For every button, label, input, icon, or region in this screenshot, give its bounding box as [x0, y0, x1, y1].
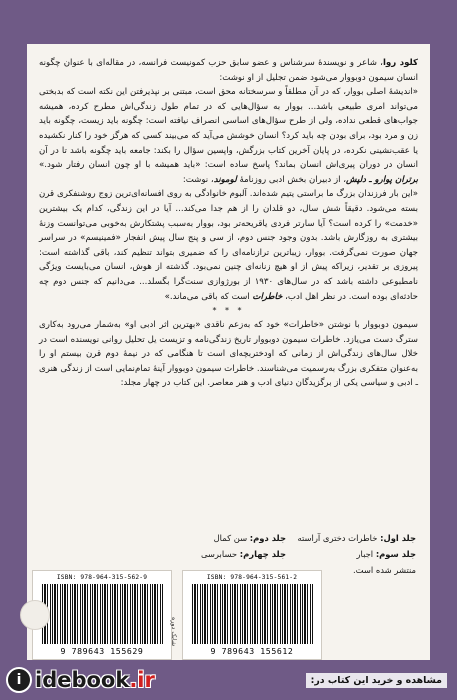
volume-row-2	[176, 546, 416, 562]
idebook-logo[interactable]	[6, 667, 155, 693]
isbn-area	[32, 570, 324, 660]
volume-1-label: جلد اول:	[380, 533, 416, 543]
paragraph-1-text: ، شاعر و نویسندهٔ سرشناس و عضو سابق حزب کمونیست فرانسه، در مقاله‌ای با عنوان چگونه انسان سیمون دوبووار می‌شود ضمن تجلیل از او نوشت:	[39, 58, 418, 83]
newspaper-name: لوموند	[213, 174, 237, 185]
paragraph-4	[39, 318, 418, 391]
volume-4-title: حسابرسی	[200, 549, 238, 559]
volume-row-1	[176, 530, 416, 546]
published-note: منتشر شده است.	[353, 565, 416, 575]
paragraph-4-text: سیمون دوبووار با نوشتن «خاطرات» خود که به‌زعم ناقدی «بهترین اثر ادبی او» به‌شمار می‌رود به‌کاری سترگ دست می‌یازد. خاطرات سیمون دوبووار تاریخ زندگی‌نامه و تزیست یل تحلیل روانی نویسنده است در خلال سال‌های زندگی‌اش از زمانی که اودختربچه‌ای است تا هنگامی که در نیمهٔ دوم قرن بیستم او را به‌عنوان متفکری بزرگ به‌رسمیت می‌شناسند. خاطرات سیمون دوبووار آینهٔ تمام‌نمایی است از زندگی هنری ـ ادبی و سیاسی یکی از برگزیدگان دنیای ادب و هنر معاصر. این کتاب در چهار مجلد:	[39, 320, 418, 389]
idebook-brand-tld: .ir	[129, 668, 155, 692]
volume-4	[176, 546, 286, 562]
paragraph-3	[39, 187, 418, 304]
blurb-text	[39, 56, 418, 391]
watermark-slogan: مشاهده و خرید این کتاب در:	[306, 673, 447, 688]
idebook-brand-name: idebook	[35, 668, 130, 692]
paragraph-3-text: «این بار فرزندان بزرگ ما براستی یتیم شده‌اند. آلبوم خانوادگی به روی افسانه‌ای‌ترین زوج روشنفکری قرن بسته می‌شود. دقیقاً شش سال، دو قلدان را از هم جدا می‌کند... آیا در این زندگی، کدام یک بیشترین «خدمت» را کرده است؟ آیا سارتر فردی یاقریحه‌تر بود، بووار به‌سبب پشتکارش به‌خوبی می‌توانست وزنهٔ بیشتری به روزگارش باشد. بدون وجود جنس دوم، از سی و پنج سال پیش انفجار «فمینیسم» در سراسر جهان صورت نمی‌گرفت. بووار، زیباترین ترازنامه‌ای را که ضمیری بتواند تنظیم کند، باقی گذاشته است: پیروزی بر تقدیر، زیراکه پیش از او هیچ زنانه‌ای چنین نمی‌بود. گذشته از هوش، انسان می‌بایست ویژگی نامطبوعی داشته باشد که در سال‌های ۱۹۳۰ از بورژوازی سنت‌گرا بگسلد... می‌دانیم که جنس دوم چه حادثه‌ای بوده است. در نظر اهل ادب،	[39, 189, 418, 302]
volume-2-label: جلد دوم:	[249, 533, 286, 543]
paragraph-2	[39, 85, 418, 187]
author-name-poirot-delpech: برتران پوارو ـ دلپش	[346, 174, 418, 185]
paragraph-2-end: ، نوشت:	[182, 174, 214, 185]
paragraph-2-tail: ، از دبیران بخش ادبی روزنامهٔ	[239, 174, 347, 185]
volume-3-title: اجبار	[356, 549, 374, 559]
volume-2-title: سن کمال	[213, 533, 248, 543]
book-title-memoirs: خاطرات	[252, 291, 283, 302]
barcode-volume-bars	[192, 584, 314, 644]
isbn-set-label: ISBN: 978-964-315-562-9	[56, 574, 148, 581]
idebook-icon-letter: i	[16, 672, 22, 688]
isbn-volume-label: ISBN: 978-964-315-561-2	[206, 574, 298, 581]
barcode-volume-digits: 9 789643 155612	[210, 646, 294, 656]
volume-1	[286, 530, 416, 546]
volume-3	[286, 546, 416, 562]
barcode-volume	[182, 570, 322, 660]
set-isbn-caption: شابک دوره	[170, 616, 178, 646]
paragraph-2-text: «اندیشهٔ اصلی بووار، که در آن مطلقاً و سرسختانه محق است، مبتنی بر نپذیرفتن این نکته است که بدبختی می‌تواند امری طبیعی باشد... بووار به سؤال‌هایی که در تمام طول زندگی‌اش مطرح کرده، همیشه جواب‌های قطعی نداده، ولی از طرح سؤال‌های اساسی انصراف نیافته است: چگونه باید زیست، چگونه باید زن و مرد بود، برای بودن چه باید کرد؟ انسان خوشش می‌آید که می‌بیند کسی که هرگز خود را کنار نکشیده یا عقب‌نشینی نکرده، در پایان آخرین کتاب بزرگش، واپسین سؤال را بکند: جامعه باید چگونه باشد تا در آن انسان در دوران پیری‌اش انسان بماند؟ پاسخ ساده است: «باید همیشه با او چون انسان رفتار شود.»	[39, 87, 418, 171]
barcode-set-bars	[42, 584, 164, 644]
volume-3-label: جلد سوم:	[375, 549, 416, 559]
idebook-icon	[6, 667, 32, 693]
section-separator: * * *	[212, 306, 245, 316]
barcode-set-digits: 9 789643 155629	[60, 646, 144, 656]
author-name-claude-roy: کلود روا	[382, 58, 419, 68]
volume-2	[176, 530, 286, 546]
watermark-bar[interactable]	[0, 660, 457, 700]
volume-4-label: جلد چهارم:	[239, 549, 286, 559]
idebook-brand	[35, 668, 155, 692]
volume-1-title: خاطرات دختری آراسته	[297, 533, 378, 543]
publisher-logo	[20, 600, 50, 630]
barcode-set	[32, 570, 172, 660]
cover-text-panel	[27, 44, 430, 660]
paragraph-1	[39, 56, 418, 85]
paragraph-3-end: است که باقی می‌ماند.»	[164, 291, 250, 302]
